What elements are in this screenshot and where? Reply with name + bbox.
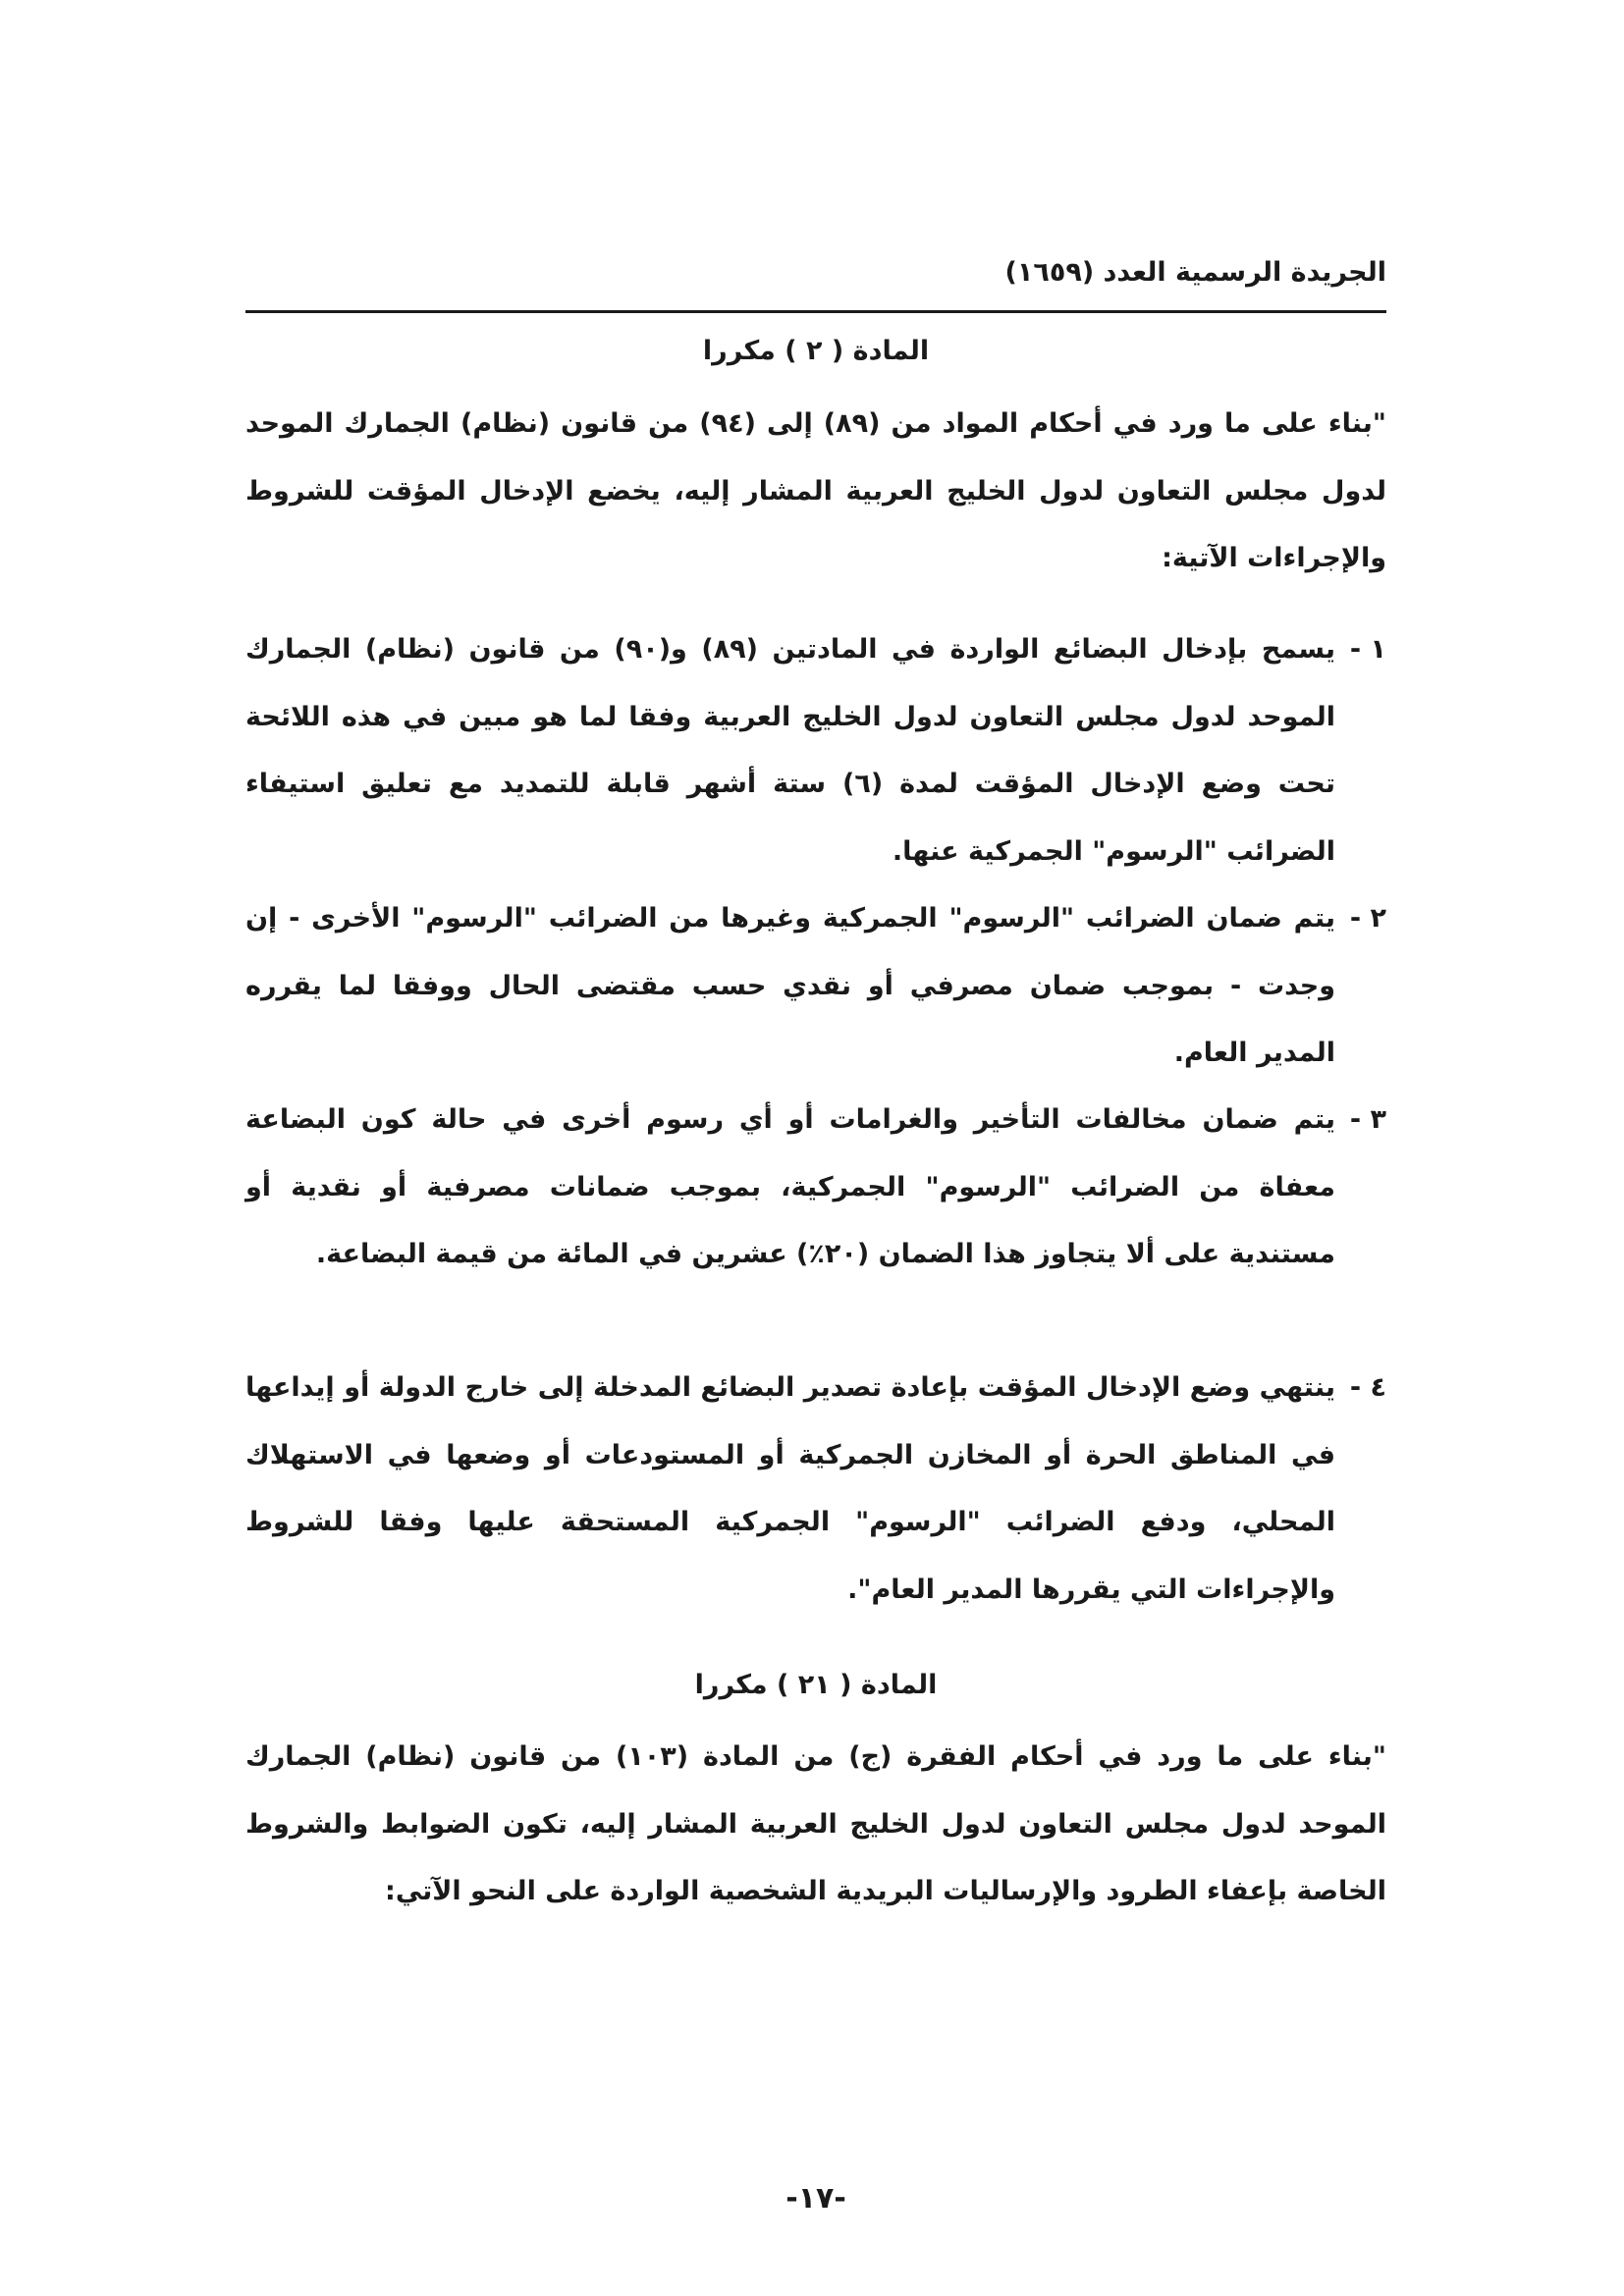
article-2-heading: المادة ( ٢ ) مكررا <box>702 336 930 366</box>
article-21-intro: "بناء على ما ورد في أحكام الفقرة (ج) من المادة (١٠٣) من قانون (نظام) الجمارك الموحد لدول مجلس التعاون لدول الخليج العربية المشار إليه، تكون الضوابط والشروط الخاصة بإعفاء الطرود والإرساليات البريدية الشخصية الواردة على النحو الآتي: <box>245 1741 1386 1906</box>
item-number: ٤ - <box>1349 1372 1386 1403</box>
article-2-item-1 <box>245 616 1386 885</box>
article-2-item-4 <box>245 1355 1386 1624</box>
article-2-intro: "بناء على ما ورد في أحكام المواد من (٨٩) إلى (٩٤) من قانون (نظام) الجمارك الموحد لدول مجلس التعاون لدول الخليج العربية المشار إليه، يخضع الإدخال المؤقت للشروط والإجراءات الآتية: <box>245 408 1386 573</box>
item-number: ١ - <box>1349 634 1386 665</box>
gazette-header: الجريدة الرسمية العدد (١٦٥٩) <box>1004 257 1386 288</box>
page-number: -١٧- <box>785 2181 846 2216</box>
item-number: ٢ - <box>1349 903 1386 934</box>
item-text: ينتهي وضع الإدخال المؤقت بإعادة تصدير البضائع المدخلة إلى خارج الدولة أو إيداعها في المناطق الحرة أو المخازن الجمركية أو المستودعات أو وضعها في الاستهلاك المحلي، ودفع الضرائب "الرسوم" الجمركية المستحقة عليها وفقا للشروط والإجراءات التي يقررها المدير العام". <box>245 1372 1335 1605</box>
article-21-heading: المادة ( ٢١ ) مكررا <box>694 1670 938 1700</box>
article-2-item-3 <box>245 1087 1386 1289</box>
item-text: يسمح بإدخال البضائع الواردة في المادتين (٨٩) و(٩٠) من قانون (نظام) الجمارك الموحد لدول مجلس التعاون لدول الخليج العربية وفقا لما هو مبين في هذه اللائحة تحت وضع الإدخال المؤقت لمدة (٦) ستة أشهر قابلة للتمديد مع تعليق استيفاء الضرائب "الرسوم" الجمركية عنها. <box>245 634 1335 867</box>
header-rule <box>245 310 1386 313</box>
item-text: يتم ضمان الضرائب "الرسوم" الجمركية وغيرها من الضرائب "الرسوم" الأخرى - إن وجدت - بموجب ضمان مصرفي أو نقدي حسب مقتضى الحال ووفقا لما يقرره المدير العام. <box>245 903 1335 1068</box>
item-number: ٣ - <box>1349 1104 1386 1135</box>
item-text: يتم ضمان مخالفات التأخير والغرامات أو أي رسوم أخرى في حالة كون البضاعة معفاة من الضرائب "الرسوم" الجمركية، بموجب ضمانات مصرفية أو نقدية أو مستندية على ألا يتجاوز هذا الضمان (٢٠٪) عشرين في المائة من قيمة البضاعة. <box>245 1104 1335 1269</box>
article-2-item-2 <box>245 885 1386 1088</box>
